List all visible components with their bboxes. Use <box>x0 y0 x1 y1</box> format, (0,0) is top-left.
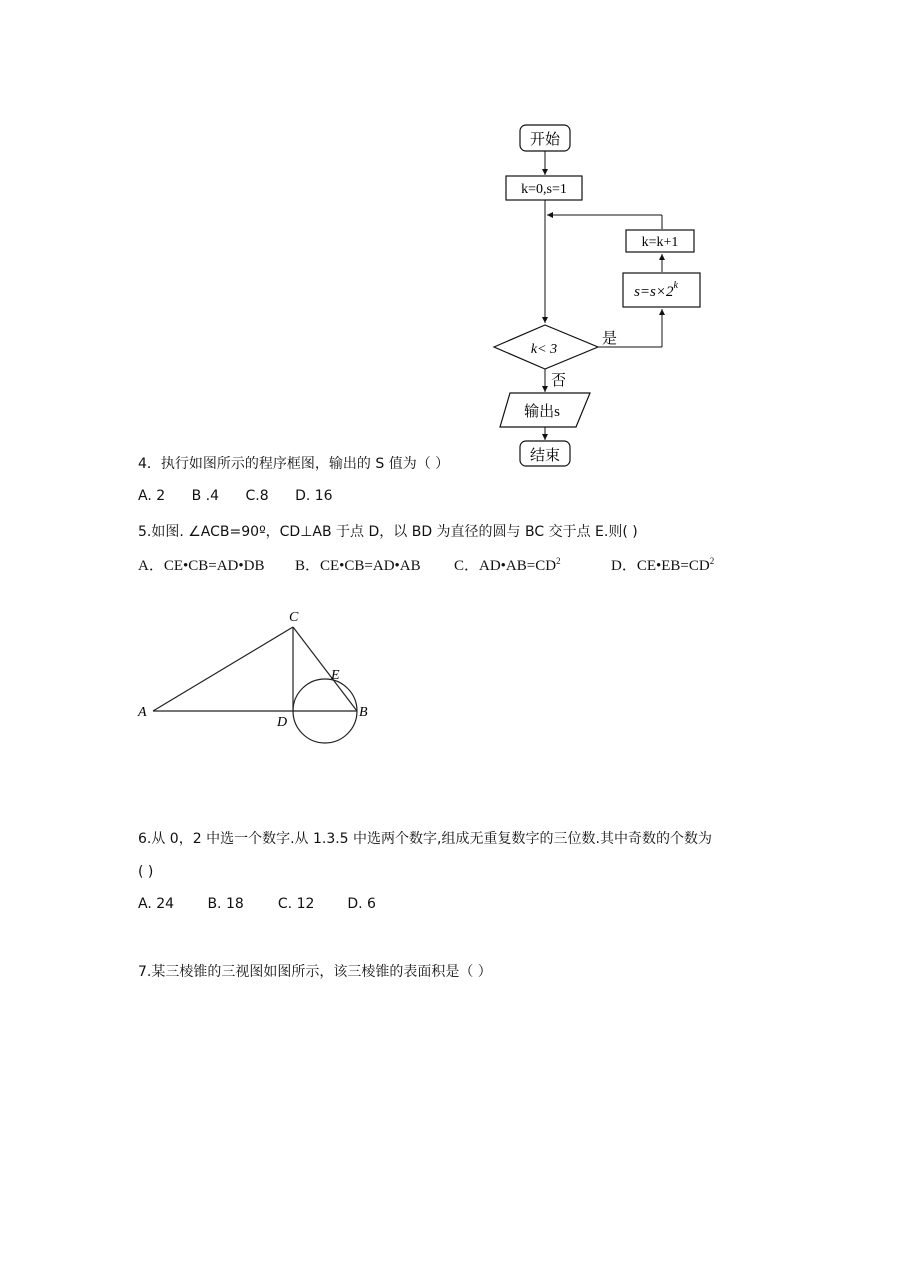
flowchart-update-k-text: k=k+1 <box>641 235 679 250</box>
q6-option-c: C. 12 <box>277 896 315 912</box>
flowchart-end-text: 结束 <box>529 448 561 464</box>
flowchart-init-text: k=0,s=1 <box>521 182 567 197</box>
flowchart <box>480 115 720 475</box>
q6-option-a: A. 24 <box>138 896 175 912</box>
segment-ac <box>153 627 293 711</box>
q5-option-b: B．CE•CB=AD•AB <box>295 558 421 574</box>
q4-stem: 4．执行如图所示的程序框图，输出的 S 值为（ ） <box>138 456 450 472</box>
label-e: E <box>331 668 340 683</box>
q6-options <box>138 896 376 912</box>
q5-stem: 5.如图. ∠ACB=90º，CD⊥AB 于点 D，以 BD 为直径的圆与 BC 交于点 E.则( ) <box>138 524 638 540</box>
q5-option-c: C．$AD•AB=CD^2$ <box>454 556 561 574</box>
q5-option-d: D．$CE•EB=CD^2$ <box>611 556 715 574</box>
q4-option-d: D. 16 <box>295 488 333 504</box>
flowchart-condition-text: k< 3 <box>530 342 558 357</box>
q4-option-c: C.8 <box>245 488 269 504</box>
segment-cb <box>293 627 357 711</box>
label-c: C <box>289 610 299 625</box>
geometry-figure <box>135 600 385 760</box>
flowchart-start-text: 开始 <box>529 132 561 148</box>
q4-option-a: A. 2 <box>138 488 166 504</box>
flowchart-update-s-text: $s=s\times 2^k$ <box>634 280 678 300</box>
q4-options <box>138 488 355 504</box>
q6-option-d: D. 6 <box>347 896 376 912</box>
flowchart-no-label: 否 <box>551 373 567 389</box>
label-b: B <box>359 705 368 720</box>
flowchart-output-text: 输出s <box>524 404 560 420</box>
q6-stem: 6.从 0，2 中选一个数字.从 1.3.5 中选两个数字,组成无重复数字的三位数.其中奇数的个数为 <box>138 831 712 847</box>
q5-option-a: A．CE•CB=AD•DB <box>138 558 265 574</box>
q7-stem: 7.某三棱锥的三视图如图所示，该三棱锥的表面积是（ ） <box>138 964 492 980</box>
q6-paren: ( ) <box>138 864 154 880</box>
flowchart-yes-label: 是 <box>602 331 618 347</box>
label-a: A <box>138 705 147 720</box>
q4-option-b: B .4 <box>191 488 220 504</box>
label-d: D <box>277 715 288 730</box>
q6-option-b: B. 18 <box>207 896 244 912</box>
